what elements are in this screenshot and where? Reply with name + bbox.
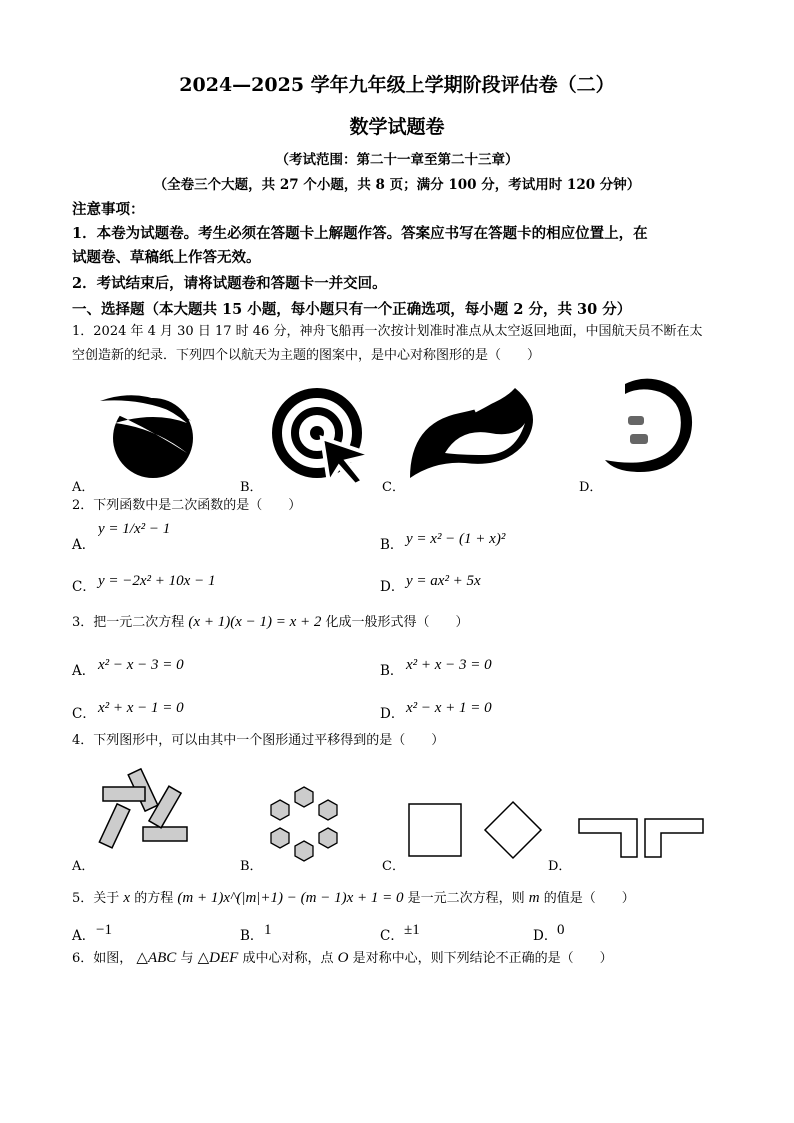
q2-option-a: y = 1/x² − 1 xyxy=(98,521,171,537)
q1-label-b: B． xyxy=(240,480,263,495)
q1-figure-d-brush-stroke-icon xyxy=(600,372,700,480)
q1-label-a: A． xyxy=(72,480,95,495)
section1-heading: 一、选择题（本大题共 15 小题，每小题只有一个正确选项，每小题 2 分，共 30 分） xyxy=(72,301,632,318)
q3-label-b: B． xyxy=(380,663,404,679)
q1-figure-a-planet-icon xyxy=(95,383,195,483)
q4-label-b: B． xyxy=(240,859,263,874)
q6-prefix: 6．如图， xyxy=(72,951,133,966)
q2-label-d: D． xyxy=(380,579,405,595)
q4-label-c: C． xyxy=(382,859,405,874)
q3-label-a: A． xyxy=(72,663,96,679)
q1-line1: 1．2024 年 4 月 30 日 17 时 46 分，神舟飞船再一次按计划准时准点从太空返回地面，中国航天员不断在太 xyxy=(72,324,703,339)
q6-triangle-abc: △ABC xyxy=(136,950,177,966)
q5-label-d: D． xyxy=(533,928,558,944)
q5-suffix1: 是一元二次方程，则 xyxy=(407,891,525,906)
notes-item1-line2: 试题卷、草稿纸上作答无效。 xyxy=(72,249,261,266)
q2-option-d: y = ax² + 5x xyxy=(406,573,481,589)
exam-subtitle: 数学试题卷 xyxy=(349,116,445,138)
q2-stem: 2．下列函数中是二次函数的是（ ） xyxy=(72,498,302,513)
q5-equation: (m + 1)x^(|m|+1) − (m − 1)x + 1 = 0 xyxy=(177,890,404,906)
exam-title: 2024—2025 学年九年级上学期阶段评估卷（二） xyxy=(179,74,615,96)
q4-label-a: A． xyxy=(72,859,95,874)
q3-option-c: x² + x − 1 = 0 xyxy=(98,700,184,716)
q2-option-b: y = x² − (1 + x)² xyxy=(406,531,506,547)
q3-prefix: 3．把一元二次方程 xyxy=(72,615,185,630)
q5-option-d: 0 xyxy=(557,922,565,938)
q3-suffix: 化成一般形式得（ ） xyxy=(325,615,469,630)
q1-figure-c-swirl-icon xyxy=(405,383,545,483)
q5-label-b: B． xyxy=(240,928,264,944)
q6-stem xyxy=(72,946,613,971)
q3-option-a: x² − x − 3 = 0 xyxy=(98,657,184,673)
q5-var-x: x xyxy=(123,890,131,906)
q3-label-d: D． xyxy=(380,706,405,722)
exam-scope: （考试范围：第二十一章至第二十三章） xyxy=(275,152,519,168)
q6-triangle-def: △DEF xyxy=(197,950,239,966)
q5-option-b: 1 xyxy=(264,922,272,938)
q1-line2: 空创造新的纪录．下列四个以航天为主题的图案中，是中心对称图形的是（ ） xyxy=(72,348,541,363)
q6-suffix: 是对称中心，则下列结论不正确的是（ ） xyxy=(352,951,613,966)
q5-mid: 的方程 xyxy=(134,891,174,906)
q2-label-b: B． xyxy=(380,537,404,553)
q5-label-a: A． xyxy=(72,928,96,944)
notes-item2: 2．考试结束后，请将试题卷和答题卡一并交回。 xyxy=(72,275,387,292)
exam-info: （全卷三个大题，共 27 个小题，共 8 页；满分 100 分，考试用时 120 分钟） xyxy=(153,177,641,193)
notes-item1-line1: 1．本卷为试题卷。考生必须在答题卡上解题作答。答案应书写在答题卡的相应位置上，在 xyxy=(72,225,648,242)
q1-label-c: C． xyxy=(382,480,405,495)
q4-figure-b-hexagon-ring xyxy=(268,785,340,863)
q5-option-c: ±1 xyxy=(404,922,420,938)
q1-figure-b-target-icon xyxy=(267,383,377,483)
q5-prefix: 5．关于 xyxy=(72,891,120,906)
q4-label-d: D． xyxy=(548,859,572,874)
q1-label-d: D． xyxy=(579,480,603,495)
q6-var-o: O xyxy=(337,950,349,966)
q4-figure-c-square-and-diamond xyxy=(405,798,555,862)
q3-equation: (x + 1)(x − 1) = x + 2 xyxy=(188,614,322,630)
q2-label-c: C． xyxy=(72,579,96,595)
q4-stem: 4．下列图形中，可以由其中一个图形通过平移得到的是（ ） xyxy=(72,733,445,748)
q4-figure-a-rotated-rectangles xyxy=(98,765,193,855)
q5-label-c: C． xyxy=(380,928,404,944)
q3-option-b: x² + x − 3 = 0 xyxy=(406,657,492,673)
q3-option-d: x² − x + 1 = 0 xyxy=(406,700,492,716)
q5-option-a: −1 xyxy=(96,922,112,938)
q5-stem xyxy=(72,886,635,911)
q2-label-a: A． xyxy=(72,537,96,553)
q4-figure-d-l-shapes xyxy=(577,815,707,861)
q3-label-c: C． xyxy=(72,706,96,722)
q5-var-m: m xyxy=(528,890,540,906)
q6-mid: 与 xyxy=(180,951,194,966)
notes-heading: 注意事项： xyxy=(72,201,145,218)
q2-option-c: y = −2x² + 10x − 1 xyxy=(98,573,216,589)
q5-suffix2: 的值是（ ） xyxy=(543,891,635,906)
q3-stem xyxy=(72,610,469,635)
q6-mid2: 成中心对称，点 xyxy=(242,951,334,966)
